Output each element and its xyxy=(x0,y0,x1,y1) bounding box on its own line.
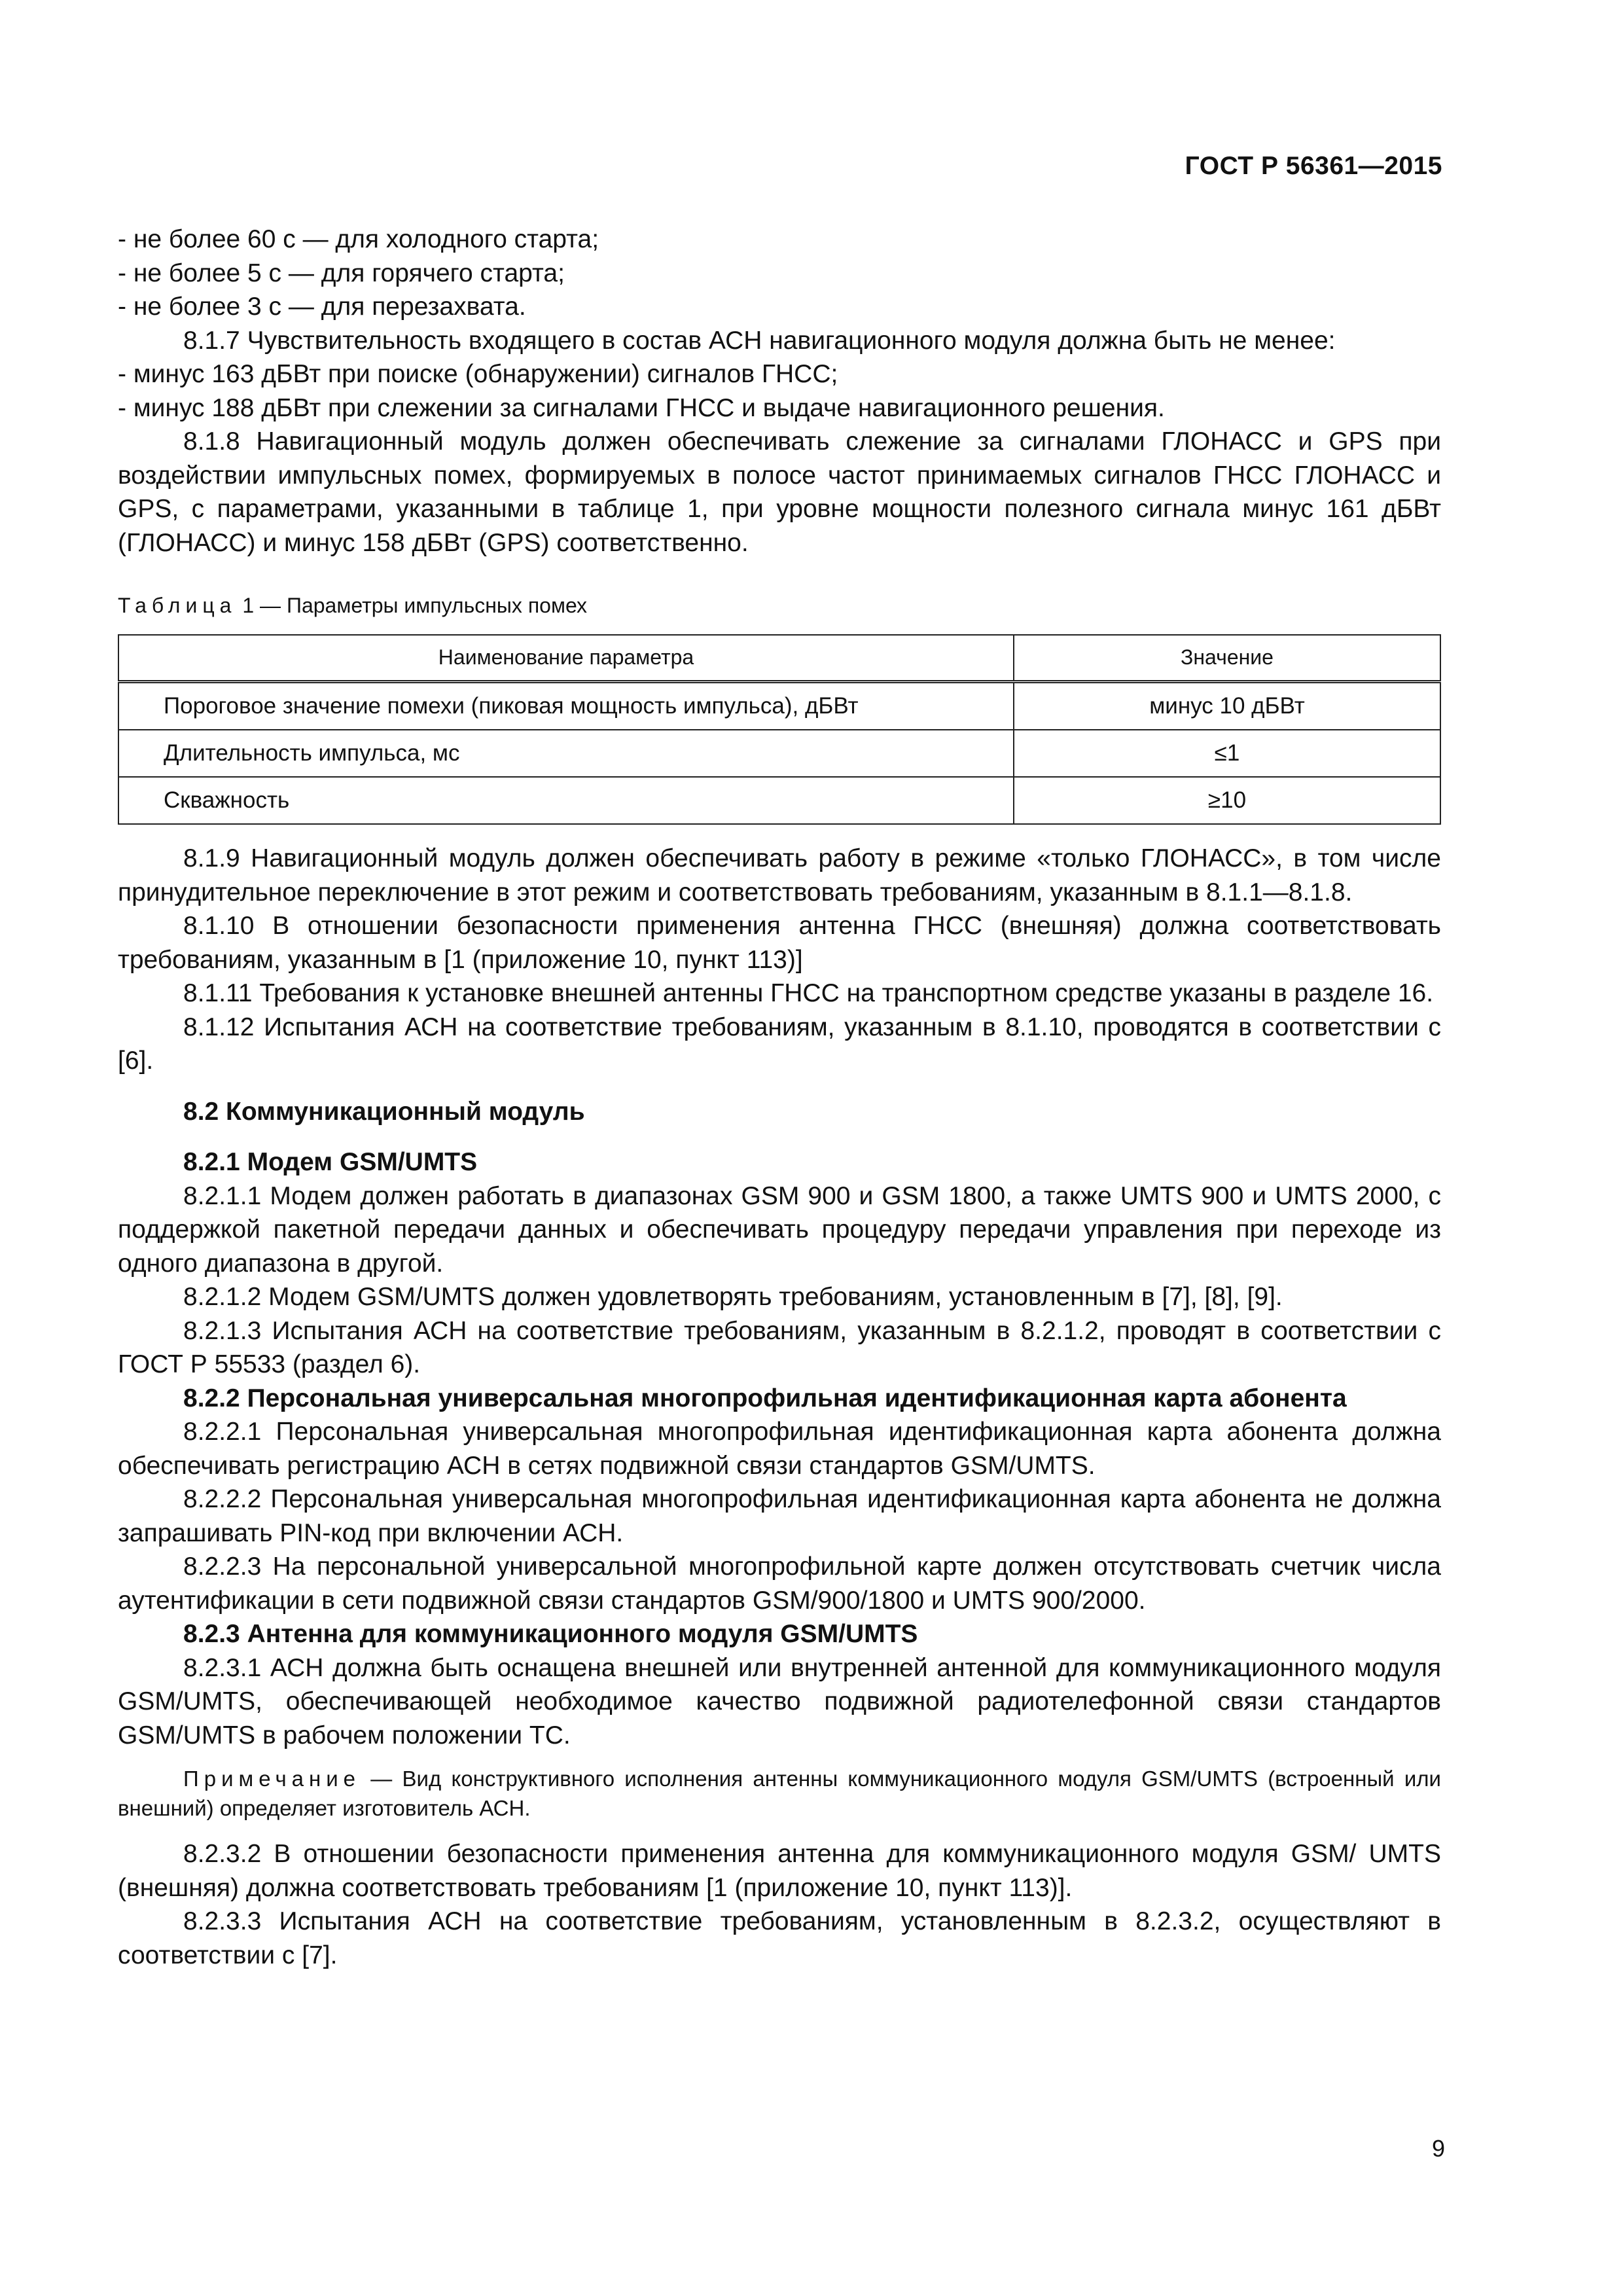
list-item-hot-start: - не более 5 с — для горячего старта; xyxy=(118,259,565,287)
list-item-tracking-sensitivity: - минус 188 дБВт при слежении за сигналами ГНСС и выдаче навигационного решения. xyxy=(118,393,1165,422)
clause-8-2-1-2: 8.2.1.2 Модем GSM/UMTS должен удовлетворять требованиям, установленным в [7], [8], [9]. xyxy=(183,1283,1283,1311)
list-item-cold-start: - не более 60 с — для холодного старта; xyxy=(118,225,599,253)
table-row xyxy=(118,730,1440,777)
note xyxy=(118,1764,1441,1823)
clause-8-2-3-1: 8.2.3.1 АСН должна быть оснащена внешней или внутренней антенной для коммуникационного модуля GSM/UMTS, обеспечивающей необходимое качество подвижной радиотелефонной связи стандартов GSM/UMTS в рабочем положении ТС. xyxy=(118,1653,1441,1749)
document-code: ГОСТ Р 56361—2015 xyxy=(1185,152,1442,180)
table-header-row xyxy=(118,635,1440,682)
table-cell-value: ≥10 xyxy=(1014,777,1440,824)
table-caption-prefix: Таблица xyxy=(118,594,237,617)
table-cell-value: минус 10 дБВт xyxy=(1014,682,1440,730)
document-body xyxy=(118,223,1441,1972)
clause-8-2-2-2: 8.2.2.2 Персональная универсальная многопрофильная идентификационная карта абонента не должна запрашивать PIN-код при включении АСН. xyxy=(118,1485,1441,1547)
list-item-search-sensitivity: - минус 163 дБВт при поиске (обнаружении) сигналов ГНСС; xyxy=(118,360,838,388)
clause-8-1-12: 8.1.12 Испытания АСН на соответствие требованиям, указанным в 8.1.10, проводятся в соответствии с [6]. xyxy=(118,1013,1441,1075)
clause-8-1-10: 8.1.10 В отношении безопасности применения антенна ГНСС (внешняя) должна соответствовать требованиям, указанным в [1 (приложение 10, пункт 113)] xyxy=(118,912,1441,974)
note-text: — Вид конструктивного исполнения антенны коммуникационного модуля GSM/UMTS (встроенный или внешний) определяет изготовитель АСН. xyxy=(118,1767,1441,1820)
clause-8-2-2-1: 8.2.2.1 Персональная универсальная многопрофильная идентификационная карта абонента должна обеспечивать регистрацию АСН в сетях подвижной связи стандартов GSM/UMTS. xyxy=(118,1418,1441,1480)
list-item-reacquisition: - не более 3 с — для перезахвата. xyxy=(118,293,526,321)
page-number: 9 xyxy=(1431,2135,1445,2162)
clause-8-1-8: 8.1.8 Навигационный модуль должен обеспечивать слежение за сигналами ГЛОНАСС и GPS при воздействии импульсных помех, формируемых в полосе частот принимаемых сигналов ГНСС ГЛОНАСС и GPS, с параметрами, указанными в таблице 1, при уровне мощности полезного сигнала минус 161 дБВт (ГЛОНАСС) и минус 158 дБВт (GPS) соответственно. xyxy=(118,427,1441,557)
table-caption xyxy=(118,592,1441,619)
table-row xyxy=(118,682,1440,730)
clause-8-1-11: 8.1.11 Требования к установке внешней антенны ГНСС на транспортном средстве указаны в разделе 16. xyxy=(183,979,1434,1007)
clause-8-1-7: 8.1.7 Чувствительность входящего в состав АСН навигационного модуля должна быть не менее: xyxy=(183,326,1336,355)
table-cell-parameter: Скважность xyxy=(118,777,1014,824)
clause-8-2-2-3: 8.2.2.3 На персональной универсальной многопрофильной карте должен отсутствовать счетчик числа аутентификации в сети подвижной связи стандартов GSM/900/1800 и UMTS 900/2000. xyxy=(118,1552,1441,1615)
section-heading-8-2: 8.2 Коммуникационный модуль xyxy=(183,1097,585,1126)
table-cell-parameter: Длительность импульса, мс xyxy=(118,730,1014,777)
table-cell-parameter: Пороговое значение помехи (пиковая мощность импульса), дБВт xyxy=(118,682,1014,730)
table-caption-title: 1 — Параметры импульсных помех xyxy=(236,594,588,617)
note-label: Примечание xyxy=(183,1767,361,1791)
section-heading-8-2-3: 8.2.3 Антенна для коммуникационного модуля GSM/UMTS xyxy=(183,1620,918,1648)
clause-8-2-3-3: 8.2.3.3 Испытания АСН на соответствие требованиям, установленным в 8.2.3.2, осуществляют в соответствии с [7]. xyxy=(118,1907,1441,1969)
table-cell-value: ≤1 xyxy=(1014,730,1440,777)
table-row xyxy=(118,777,1440,824)
section-heading-8-2-2: 8.2.2 Персональная универсальная многопрофильная идентификационная карта абонента xyxy=(183,1384,1347,1412)
clause-8-2-3-2: 8.2.3.2 В отношении безопасности применения антенна для коммуникационного модуля GSM/ UMTS (внешняя) должна соответствовать требованиям [1 (приложение 10, пункт 113)]. xyxy=(118,1840,1441,1902)
clause-8-2-1-3: 8.2.1.3 Испытания АСН на соответствие требованиям, указанным в 8.2.1.2, проводят в соответствии с ГОСТ Р 55533 (раздел 6). xyxy=(118,1316,1441,1378)
pulse-interference-table xyxy=(118,634,1441,825)
table-header-parameter: Наименование параметра xyxy=(118,635,1014,682)
clause-8-1-9: 8.1.9 Навигационный модуль должен обеспечивать работу в режиме «только ГЛОНАСС», в том числе принудительное переключение в этот режим и соответствовать требованиям, указанным в 8.1.1—8.1.8. xyxy=(118,844,1441,906)
table-header-value: Значение xyxy=(1014,635,1440,682)
clause-8-2-1-1: 8.2.1.1 Модем должен работать в диапазонах GSM 900 и GSM 1800, а также UMTS 900 и UMTS 2000, с поддержкой пакетной передачи данных и обеспечивать процедуру передачи управления при переходе из одного диапазона в другой. xyxy=(118,1181,1441,1278)
section-heading-8-2-1: 8.2.1 Модем GSM/UMTS xyxy=(183,1148,478,1176)
